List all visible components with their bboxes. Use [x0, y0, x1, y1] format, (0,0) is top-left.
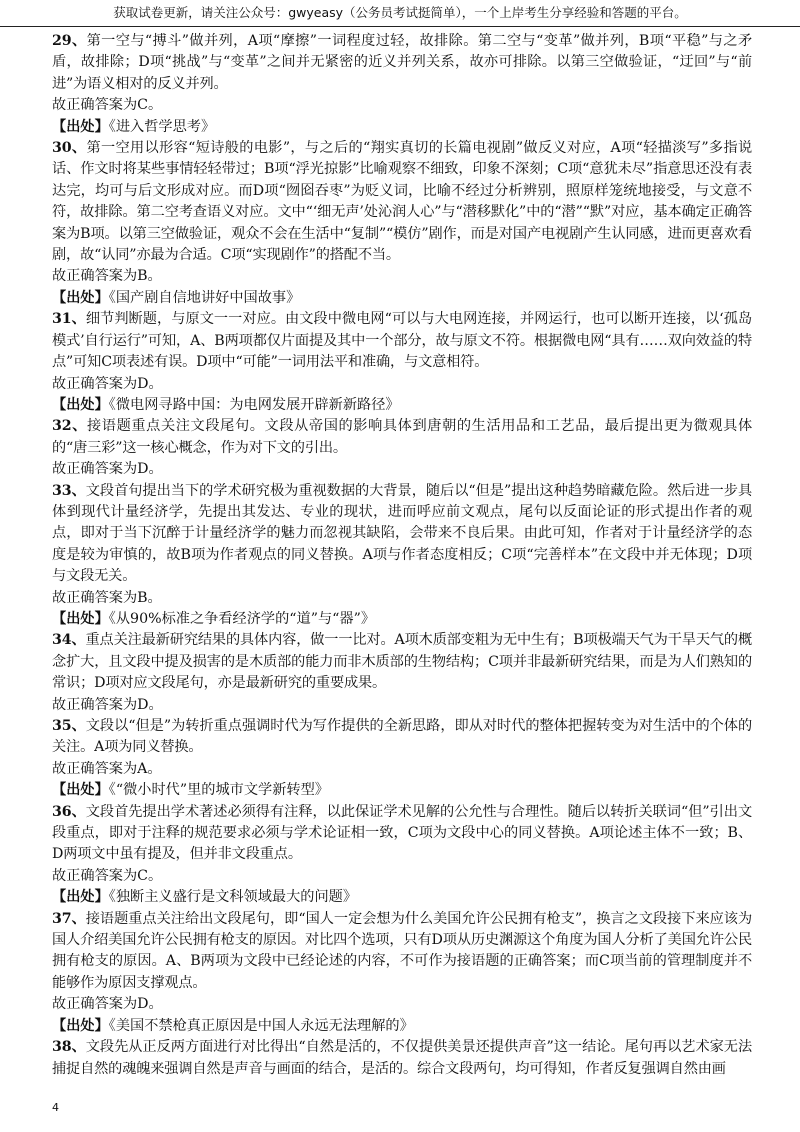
question-number: 34、	[52, 632, 86, 649]
question-block	[52, 716, 752, 802]
question-number: 29、	[52, 33, 87, 49]
page-header-banner: 获取试卷更新，请关注公众号：gwyeasy（公务员考试挺简单），一个上岸考生分享经验和答题的平台。	[0, 0, 800, 27]
question-block	[52, 1037, 752, 1080]
explanation-text: 第一空与“搏斗”做并列，A项“摩擦”一词程度过轻，故排除。第二空与“变革”做并列，B项“平稳”与之矛盾，故排除；D项“挑战”与“变革”之间并无紧密的近义并列关系，故亦可排除。以第三空做验证，“迂回”与“前进”为语义相对的反义并列。	[52, 33, 752, 92]
question-block	[52, 31, 752, 138]
source-line	[52, 780, 752, 801]
answer-line: 故正确答案为D。	[52, 996, 163, 1013]
explanation-text: 第一空用以形容“短诗般的电影”，与之后的“翔实真切的长篇电视剧”做反义对应，A项“轻描淡写”多指说话、作文时将某些事情轻轻带过；B项“浮光掠影”比喻观察不细致，印象不深刻；C项“意犹未尽”指意思还没有表达完，均可与后文形成对应。而D项“囫囵吞枣”为贬义词，比喻不经过分析辨别，照原样笼统地接受，与文意不符，故排除。第二空考查语义对应。文中“‘细无声’处沁润人心”与“潜移默化”中的“潜”“默”对应，基本确定正确答案为B项。以第三空做验证，观众不会在生活中“复制”“模仿”剧作，而是对国产电视剧产生认同感，进而更喜欢看剧，故“认同”亦最为合适。C项“实现剧作”的搭配不当。	[52, 140, 752, 264]
source-line	[52, 288, 752, 309]
question-block	[52, 416, 752, 480]
source-line	[52, 1016, 752, 1037]
question-block	[52, 138, 752, 309]
question-number: 30、	[52, 140, 87, 157]
source-label: 【出处】	[52, 396, 109, 413]
explanation-text: 细节判断题，与原文一一对应。由文段中微电网“可以与大电网连接，并网运行，也可以断开连接，以‘孤岛模式’自行运行”可知，A、B两项都仅片面提及其中一个部分，故与原文不符。根据微电网“具有……双向效益的特点”可知C项表述有误。D项中“可能”一词用法平和准确，与文意相符。	[52, 311, 752, 371]
answer-line: 故正确答案为D。	[52, 461, 163, 478]
question-number: 33、	[52, 482, 86, 499]
question-block	[52, 481, 752, 631]
explanation-text: 文段以“但是”为转折重点强调时代为写作提供的全新思路，即从对时代的整体把握转变为对生活中的个体的关注。A项为同义替换。	[52, 718, 752, 756]
source-label: 【出处】	[52, 289, 109, 306]
source-label: 【出处】	[52, 889, 109, 906]
answer-line: 故正确答案为D。	[52, 696, 163, 713]
explanation-paragraph	[52, 1037, 752, 1080]
question-number: 36、	[52, 803, 86, 820]
source-label: 【出处】	[52, 118, 109, 135]
source-label: 【出处】	[52, 610, 109, 627]
explanation-paragraph	[52, 138, 752, 266]
question-block	[52, 802, 752, 909]
source-title: 《“微小时代”里的城市文学新转型》	[108, 782, 329, 799]
source-line	[52, 117, 752, 138]
explanation-paragraph	[52, 802, 752, 866]
explanation-text: 接语题重点关注文段尾句。文段从帝国的影响具体到唐朝的生活用品和工艺品，最后提出更为微观具体的“唐三彩”这一核心概念，作为对下文的引出。	[52, 418, 752, 456]
explanation-paragraph	[52, 416, 752, 459]
source-title: 《国产剧自信地讲好中国故事》	[108, 289, 301, 306]
source-label: 【出处】	[52, 782, 109, 799]
explanation-paragraph	[52, 630, 752, 694]
source-title: 《美国不禁枪真正原因是中国人永远无法理解的》	[108, 1017, 414, 1034]
source-title: 《从90%标准之争看经济学的“道”与“器”》	[108, 610, 376, 627]
source-line	[52, 395, 752, 416]
question-number: 35、	[52, 718, 86, 734]
explanation-paragraph	[52, 309, 752, 373]
explanation-text: 文段先从正反两方面进行对比得出“自然是活的，不仅提供美景还提供声音”这一结论。尾句再以艺术家无法捕捉自然的魂魄来强调自然是声音与画面的结合，是活的。综合文段两句，均可得知，作者反复强调自然由画	[52, 1039, 752, 1077]
source-line	[52, 887, 752, 908]
source-label: 【出处】	[52, 1017, 109, 1034]
explanation-paragraph	[52, 481, 752, 588]
answer-line: 故正确答案为D。	[52, 375, 163, 392]
question-number: 38、	[52, 1039, 86, 1056]
document-body	[52, 31, 752, 1080]
question-block	[52, 909, 752, 1037]
question-block	[52, 309, 752, 416]
explanation-text: 接语题重点关注给出文段尾句，即“国人一定会想为什么美国允许公民拥有枪支”，换言之文段接下来应该为国人介绍美国允许公民拥有枪支的原因。对比四个选项，只有D项从历史渊源这个角度为国人分析了美国允许公民拥有枪支的原因。A、B两项为文段中已经论述的内容，不可作为接语题的正确答案；而C项当前的管理制度并不能够作为原因支撑观点。	[52, 910, 752, 991]
source-title: 《进入哲学思考》	[108, 118, 216, 135]
answer-line: 故正确答案为C。	[52, 867, 163, 884]
answer-line: 故正确答案为C。	[52, 97, 163, 114]
question-number: 32、	[52, 418, 87, 435]
source-title: 《独断主义盛行是文科领域最大的问题》	[108, 889, 358, 906]
source-title: 《微电网寻路中国：为电网发展开辟新新路径》	[108, 396, 400, 413]
explanation-text: 重点关注最新研究结果的具体内容，做一一比对。A项木质部变粗为无中生有；B项极端天气为干旱天气的概念扩大，且文段中提及损害的是木质部的能力而非木质部的生物结构；C项并非最新研究结果，而是为人们熟知的常识；D项对应文段尾句，亦是最新研究的重要成果。	[52, 632, 752, 692]
page-number: 4	[52, 1101, 59, 1114]
question-block	[52, 630, 752, 716]
source-line	[52, 609, 752, 630]
explanation-paragraph	[52, 909, 752, 995]
explanation-paragraph	[52, 31, 752, 95]
question-number: 37、	[52, 910, 86, 927]
explanation-paragraph	[52, 716, 752, 759]
answer-line: 故正确答案为A。	[52, 760, 162, 777]
explanation-text: 文段首先提出学术著述必须得有注释，以此保证学术见解的公允性与合理性。随后以转折关联词“但”引出文段重点，即对于注释的规范要求必须与学术论证相一致，C项为文段中心的同义替换。A项论述主体不一致；B、D两项文中虽有提及，但并非文段重点。	[52, 803, 752, 863]
explanation-text: 文段首句提出当下的学术研究极为重视数据的大背景，随后以“但是”提出这种趋势暗藏危险。然后进一步具体到现代计量经济学，先提出其发达、专业的现状，进而呼应前文观点，尾句以反面论证的形式提出作者的观点，即对于当下沉醉于计量经济学的魅力而忽视其缺陷，会带来不良后果。由此可知，作者对于计量经济学的态度是较为审慎的，故B项为作者观点的同义替换。A项与作者态度相反；C项“完善样本”在文段中并无体现；D项与文段无关。	[52, 482, 752, 585]
answer-line: 故正确答案为B。	[52, 589, 162, 606]
question-number: 31、	[52, 311, 86, 328]
answer-line: 故正确答案为B。	[52, 268, 162, 285]
